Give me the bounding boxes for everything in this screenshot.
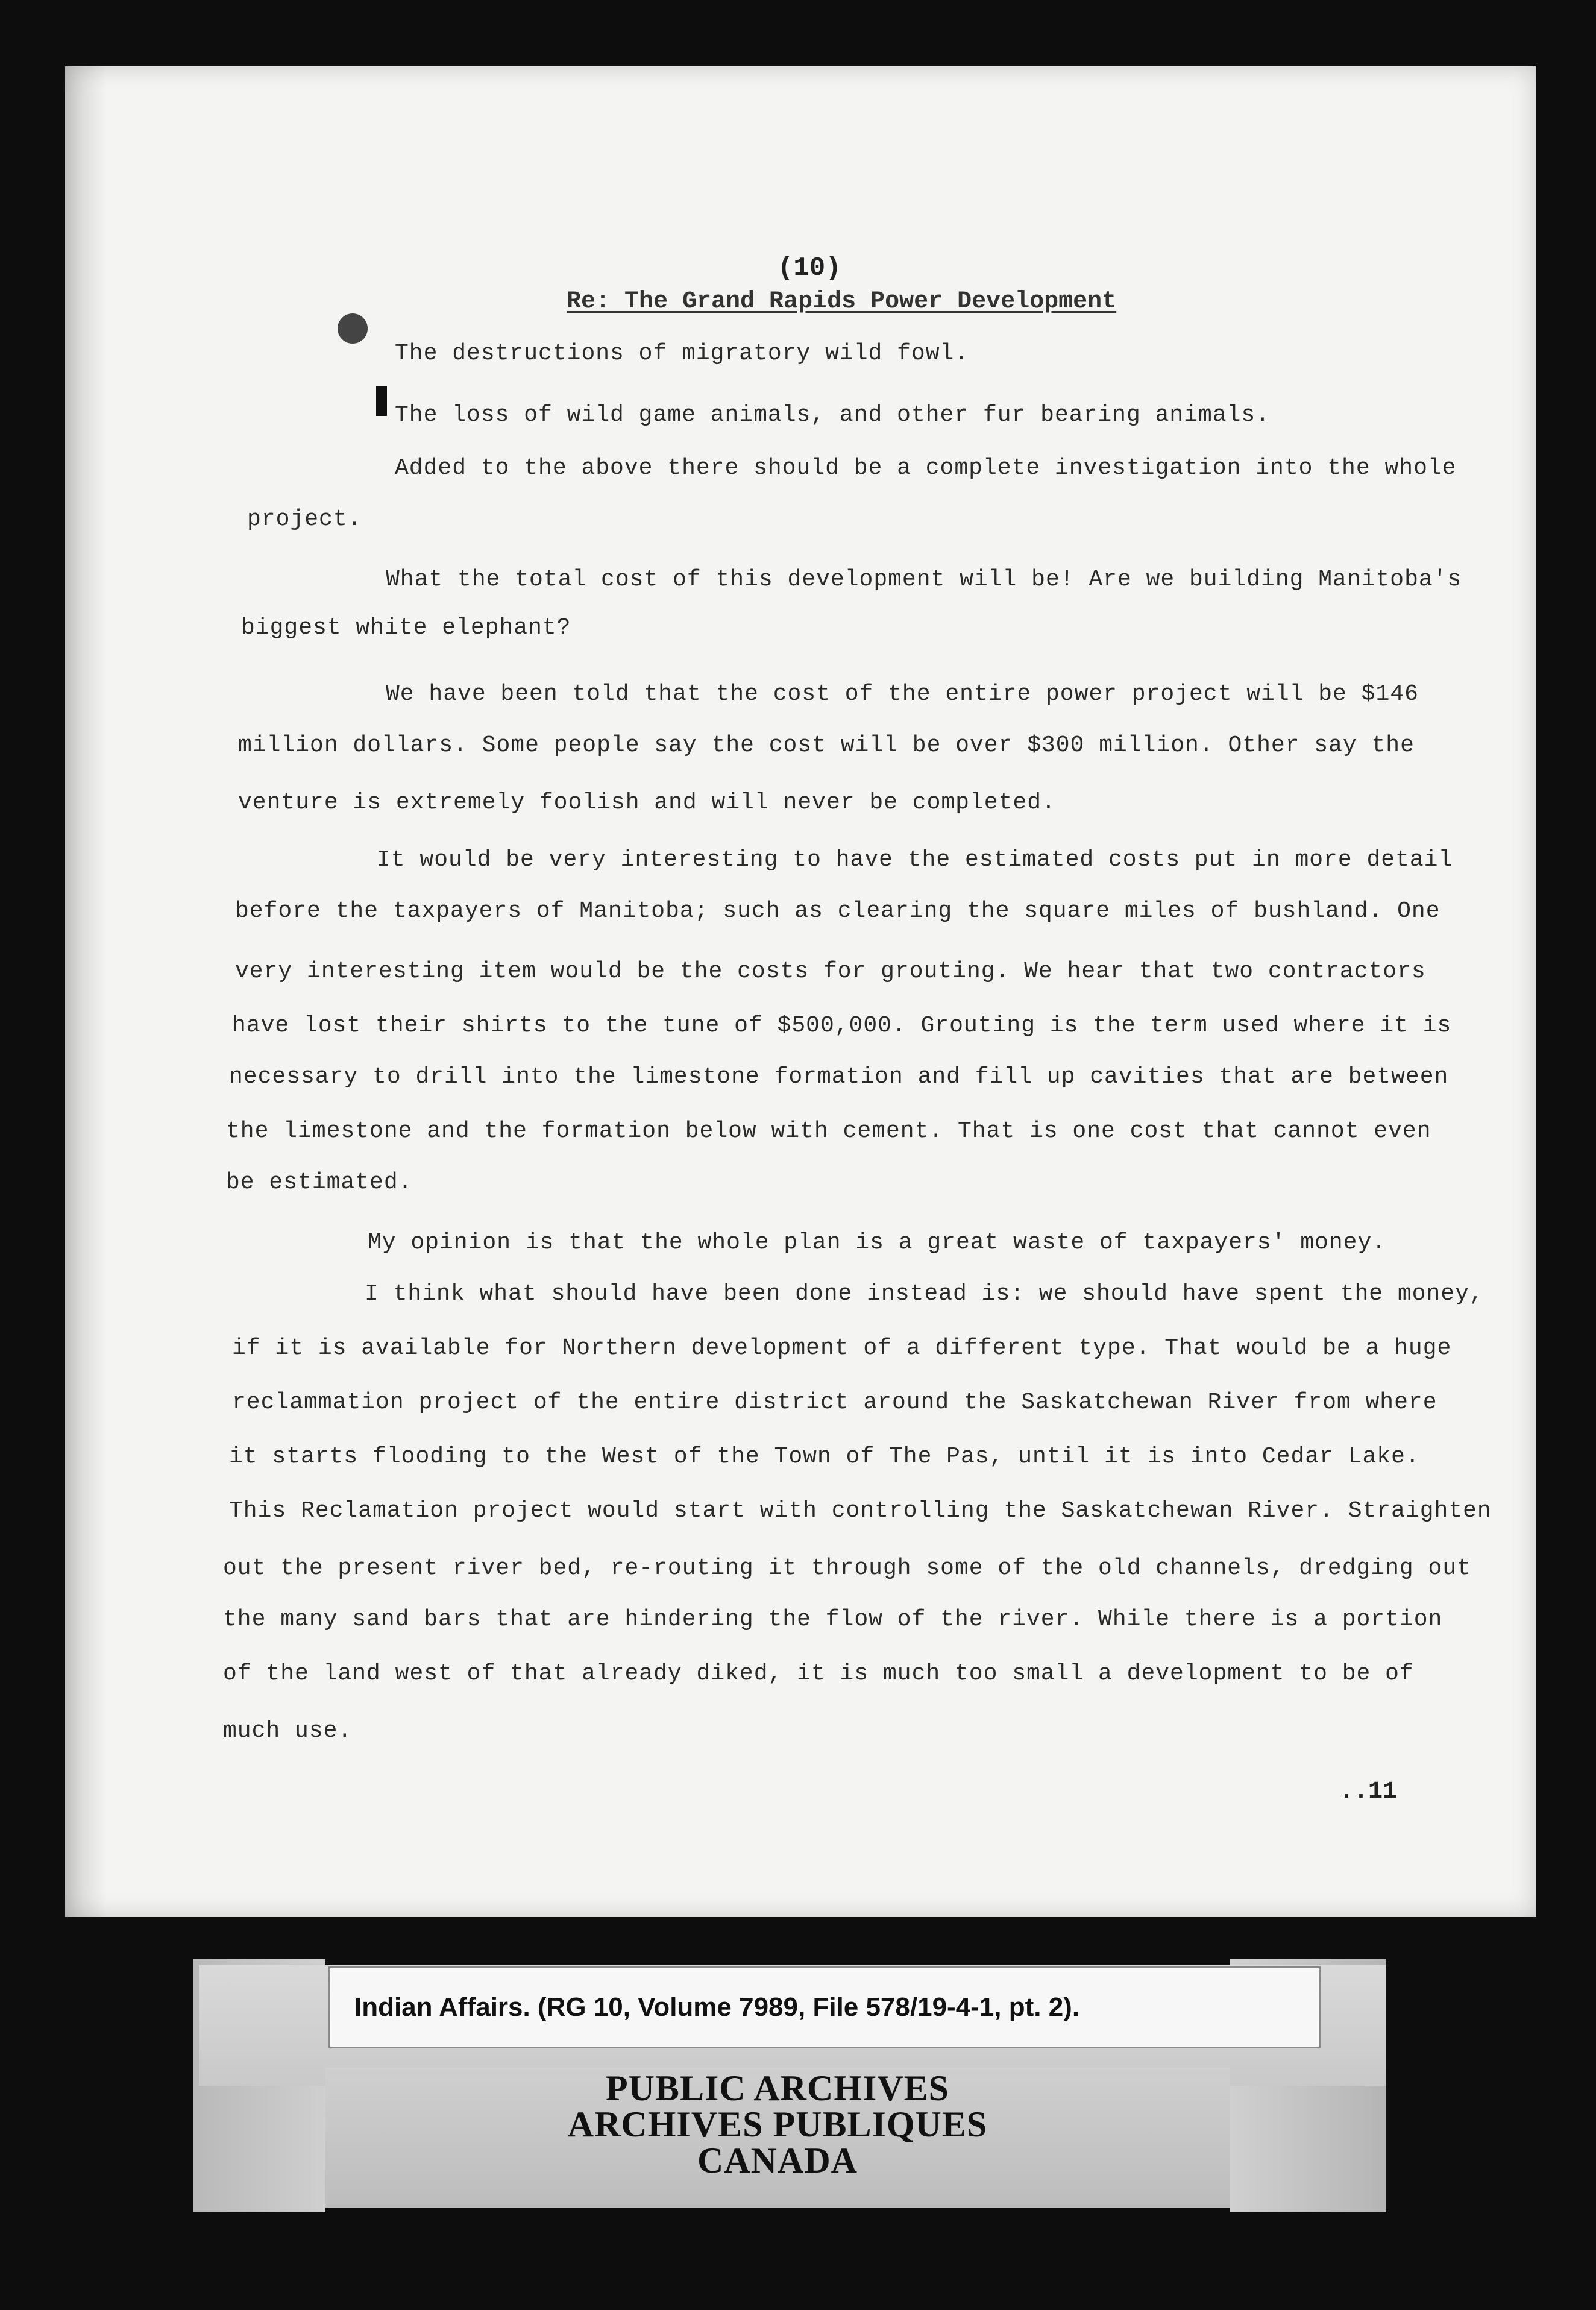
text-line: My opinion is that the whole plan is a great waste of taxpayers' money. xyxy=(368,1230,1387,1256)
text-line: necessary to drill into the limestone formation and fill up cavities that are between xyxy=(229,1064,1449,1090)
text-line: the many sand bars that are hindering the flow of the river. While there is a portion xyxy=(223,1607,1443,1632)
text-line: We have been told that the cost of the entire power project will be $146 xyxy=(386,681,1419,707)
stamp-line-2: ARCHIVES PUBLIQUES xyxy=(567,2104,988,2144)
text-line: have lost their shirts to the tune of $500,000. Grouting is the term used where it is xyxy=(232,1013,1452,1039)
text-line: much use. xyxy=(223,1718,353,1744)
text-line: This Reclamation project would start with controlling the Saskatchewan River. Straighten xyxy=(229,1498,1492,1524)
citation-box xyxy=(328,1966,1321,2048)
text-line: if it is available for Northern development of a different type. That would be a huge xyxy=(232,1335,1452,1361)
stamp-line-3: CANADA xyxy=(697,2141,858,2180)
text-line: It would be very interesting to have the estimated costs put in more detail xyxy=(377,847,1453,873)
text-line: The destructions of migratory wild fowl. xyxy=(395,341,969,367)
text-line: be estimated. xyxy=(226,1169,413,1195)
text-line: very interesting item would be the costs for grouting. We hear that two contractors xyxy=(235,958,1426,984)
text-line: project. xyxy=(247,506,362,532)
page-shadow xyxy=(65,66,107,1917)
page-number: (10) xyxy=(778,253,841,283)
text-line: The loss of wild game animals, and other fur bearing animals. xyxy=(395,402,1271,428)
ink-blot xyxy=(338,313,368,344)
text-line: before the taxpayers of Manitoba; such as clearing the square miles of bushland. One xyxy=(235,898,1440,924)
text-line: the limestone and the formation below with cement. That is one cost that cannot even xyxy=(226,1118,1431,1144)
text-line: it starts flooding to the West of the Town of The Pas, until it is into Cedar Lake. xyxy=(229,1444,1420,1470)
text-line: What the total cost of this development will be! Are we building Manitoba's xyxy=(386,567,1462,593)
text-line: I think what should have been done instead is: we should have spent the money, xyxy=(365,1281,1484,1307)
text-line: biggest white elephant? xyxy=(241,615,571,641)
text-line: Added to the above there should be a complete investigation into the whole xyxy=(395,455,1457,481)
text-line: million dollars. Some people say the cost will be over $300 million. Other say the xyxy=(238,732,1415,758)
continuation-marker: ..11 xyxy=(1339,1778,1398,1805)
text-line: of the land west of that already diked, it is much too small a development to be of xyxy=(223,1661,1414,1687)
text-line: reclammation project of the entire district around the Saskatchewan River from where xyxy=(232,1389,1437,1415)
text-line: out the present river bed, re-routing it through some of the old channels, dredging out xyxy=(223,1555,1471,1581)
document-heading: Re: The Grand Rapids Power Development xyxy=(567,288,1117,315)
archive-citation: Indian Affairs. (RG 10, Volume 7989, File 578/19-4-1, pt. 2). xyxy=(354,1992,1080,2022)
text-line: venture is extremely foolish and will never be completed. xyxy=(238,790,1056,816)
ink-mark xyxy=(376,386,387,416)
stamp-line-1: PUBLIC ARCHIVES xyxy=(605,2068,950,2108)
